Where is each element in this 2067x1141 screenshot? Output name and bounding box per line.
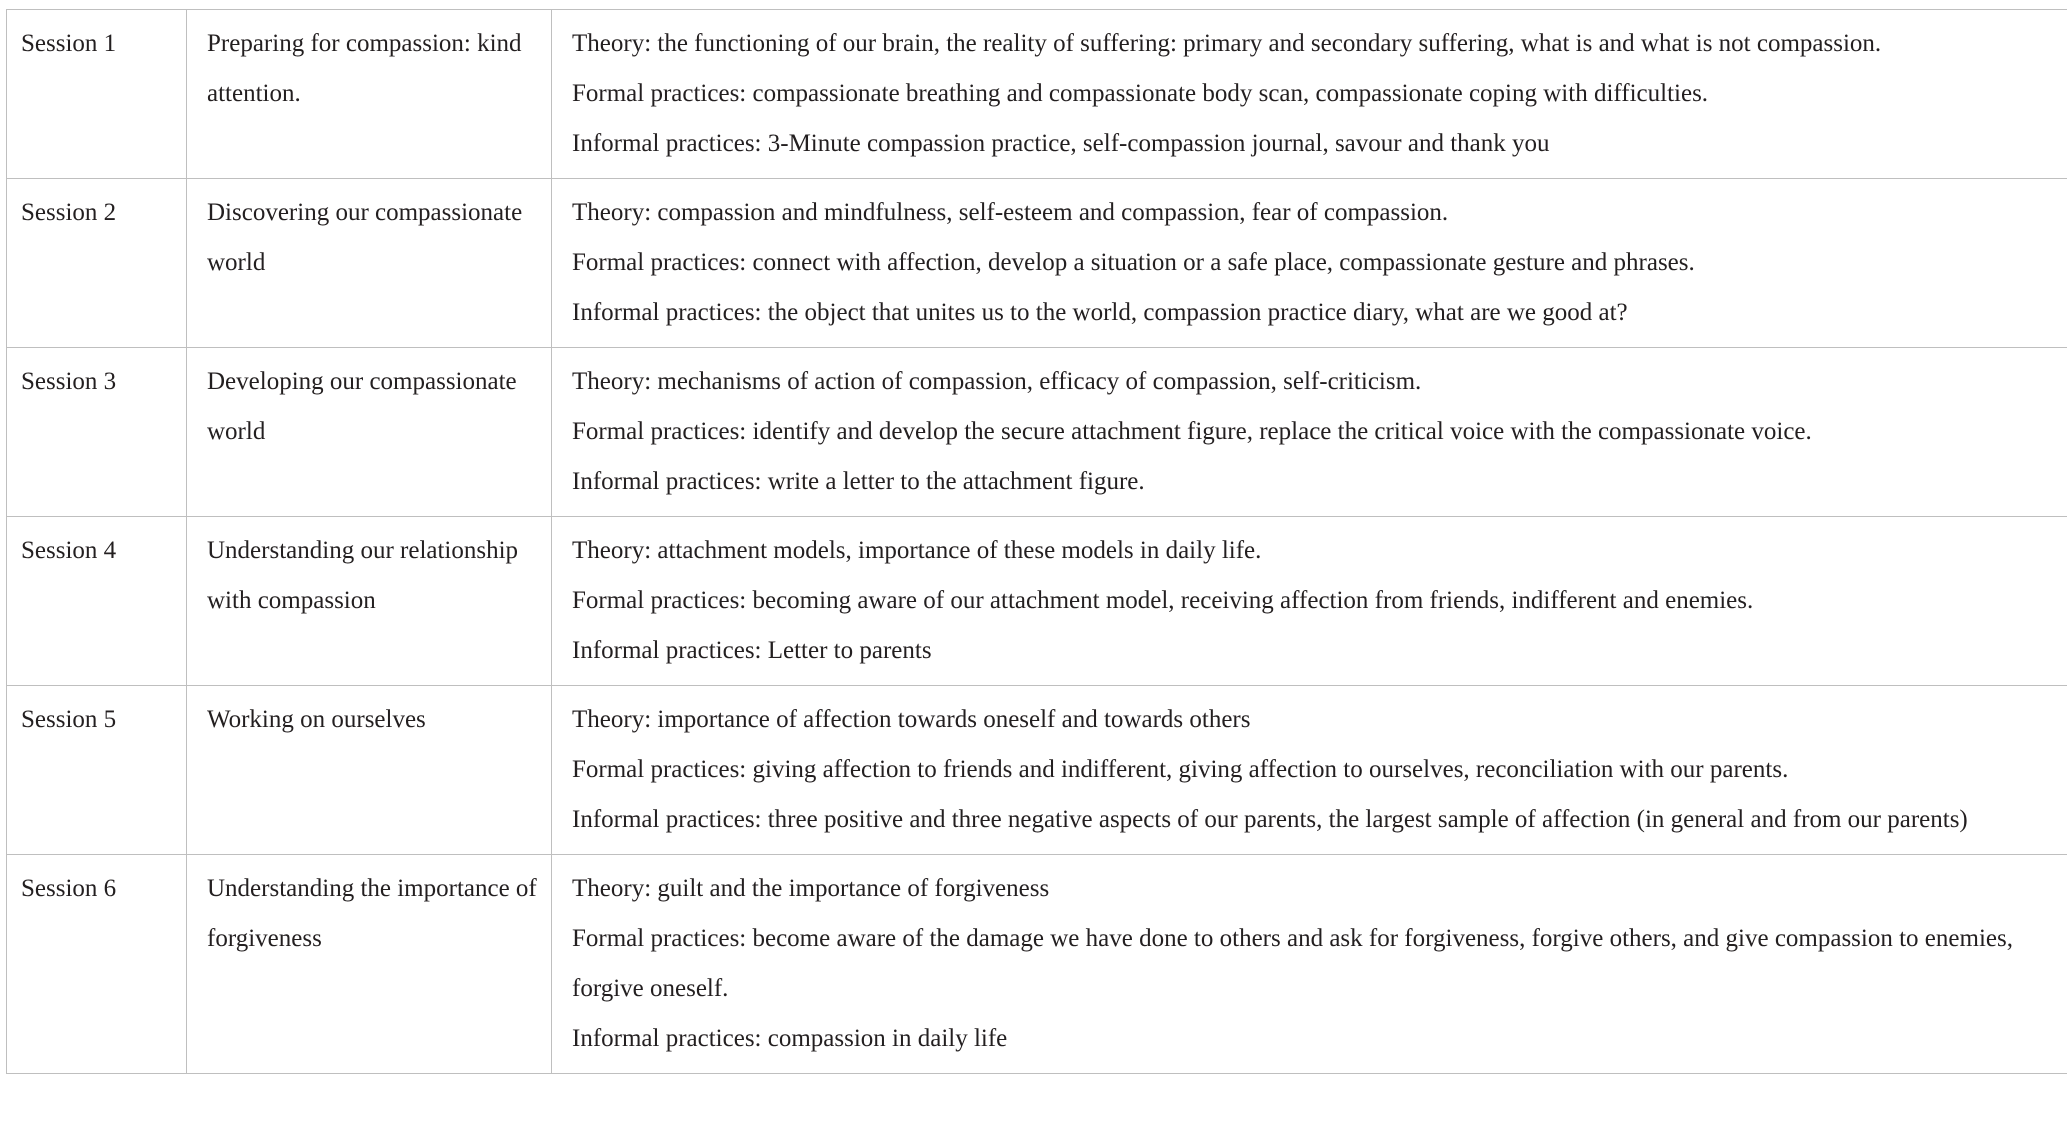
session-number-cell: Session 3 — [7, 348, 187, 517]
formal-practices-line: Formal practices: becoming aware of our attachment model, receiving affection from friends, indifferent and enemies. — [572, 587, 1754, 614]
table-row — [7, 686, 2067, 855]
sessions-table-body — [7, 10, 2067, 1074]
table-row — [7, 348, 2067, 517]
formal-practices-line: Formal practices: become aware of the damage we have done to others and ask for forgiveness, forgive others, and give compassion to enemies, forgive oneself. — [572, 925, 2013, 1002]
session-number-cell: Session 6 — [7, 855, 187, 1074]
theory-line: Theory: compassion and mindfulness, self-esteem and compassion, fear of compassion. — [572, 199, 1449, 226]
session-content-cell — [552, 517, 2067, 686]
sessions-table — [6, 9, 2067, 1074]
session-title-cell: Developing our compassionate world — [187, 348, 552, 517]
session-content-cell — [552, 10, 2067, 179]
informal-practices-line: Informal practices: Letter to parents — [572, 637, 932, 664]
informal-practices-line: Informal practices: three positive and three negative aspects of our parents, the largest sample of affection (in general and from our parents) — [572, 806, 1968, 833]
table-row — [7, 855, 2067, 1074]
theory-line: Theory: guilt and the importance of forgiveness — [572, 875, 1050, 902]
formal-practices-line: Formal practices: compassionate breathing and compassionate body scan, compassionate coping with difficulties. — [572, 80, 1709, 107]
session-number-cell: Session 5 — [7, 686, 187, 855]
session-number-cell: Session 2 — [7, 179, 187, 348]
formal-practices-line: Formal practices: giving affection to friends and indifferent, giving affection to ourselves, reconciliation with our parents. — [572, 756, 1789, 783]
table-row — [7, 517, 2067, 686]
theory-line: Theory: the functioning of our brain, the reality of suffering: primary and secondary suffering, what is and what is not compassion. — [572, 30, 1882, 57]
informal-practices-line: Informal practices: write a letter to the attachment figure. — [572, 468, 1145, 495]
formal-practices-line: Formal practices: identify and develop the secure attachment figure, replace the critical voice with the compassionate voice. — [572, 418, 1812, 445]
session-title-cell: Understanding our relationship with compassion — [187, 517, 552, 686]
session-content-cell — [552, 686, 2067, 855]
session-title-cell: Understanding the importance of forgiveness — [187, 855, 552, 1074]
theory-line: Theory: attachment models, importance of these models in daily life. — [572, 537, 1262, 564]
table-row — [7, 179, 2067, 348]
session-title-cell: Preparing for compassion: kind attention. — [187, 10, 552, 179]
informal-practices-line: Informal practices: 3-Minute compassion practice, self-compassion journal, savour and thank you — [572, 130, 1550, 157]
informal-practices-line: Informal practices: compassion in daily life — [572, 1025, 1008, 1052]
session-title-cell: Working on ourselves — [187, 686, 552, 855]
session-number-cell: Session 4 — [7, 517, 187, 686]
sessions-table-container — [6, 9, 2067, 1074]
session-content-cell — [552, 179, 2067, 348]
formal-practices-line: Formal practices: connect with affection, develop a situation or a safe place, compassionate gesture and phrases. — [572, 249, 1695, 276]
theory-line: Theory: importance of affection towards oneself and towards others — [572, 706, 1251, 733]
informal-practices-line: Informal practices: the object that unites us to the world, compassion practice diary, what are we good at? — [572, 299, 1628, 326]
session-title-cell: Discovering our compassionate world — [187, 179, 552, 348]
session-content-cell — [552, 348, 2067, 517]
table-row — [7, 10, 2067, 179]
session-number-cell: Session 1 — [7, 10, 187, 179]
session-content-cell — [552, 855, 2067, 1074]
theory-line: Theory: mechanisms of action of compassion, efficacy of compassion, self-criticism. — [572, 368, 1422, 395]
